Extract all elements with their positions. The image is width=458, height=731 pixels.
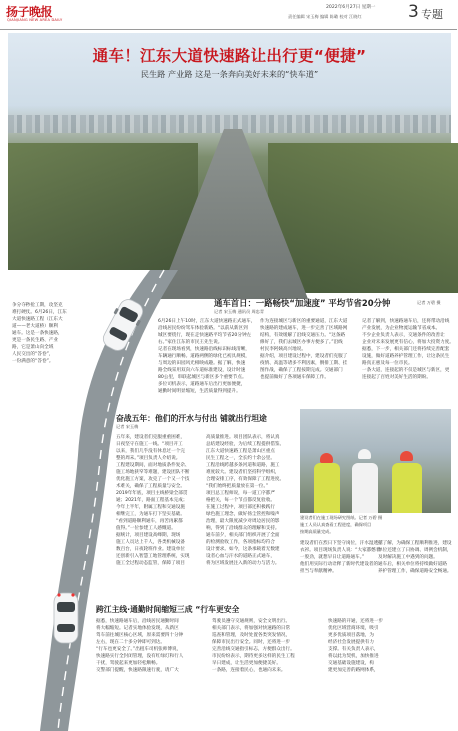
white-helmet-icon bbox=[358, 449, 371, 459]
text-line: 一条路，连接着民心，也通向未来。 bbox=[212, 668, 286, 673]
text-line: 快速路的开通，还将进一步 bbox=[328, 619, 384, 624]
text-line: 右。”家住江东的市民王先生说。 bbox=[158, 340, 223, 345]
text-line: 通勤时间明显缩短，生活质量得到提升。 bbox=[158, 389, 241, 394]
text-line: 疫情、高温等诸多不利因素，倒排工期、挂 bbox=[260, 361, 348, 366]
hero-title: 通车！江东大道快速路让出行更“便捷” bbox=[92, 47, 367, 65]
text-line: 多位司机表示，道路通车后出行更加便捷， bbox=[158, 382, 246, 387]
text-line: 沿线居民纷纷驾车体验新路。“以前从新区到 bbox=[158, 326, 248, 331]
text-line: 快速路实行全封闭管理，没有红绿灯和行人 bbox=[96, 654, 184, 659]
article2-column-1 bbox=[116, 434, 202, 584]
text-line: 2019年年底，项目主线桥梁全部贯 bbox=[116, 491, 188, 496]
text-line: 施工人员认真查看工程进度，确保项目 bbox=[300, 522, 372, 527]
text-line: 整的周末。”项目负责人介绍说。 bbox=[116, 456, 181, 461]
text-line: 数百台，日夜轮班作业。建设单位 bbox=[116, 547, 185, 552]
text-line: 通车后，相关单位将持续做好道路 bbox=[378, 562, 447, 567]
section-name: 专题 bbox=[421, 8, 443, 21]
text-line: 日夜坚守在施工一线。“项目开工 bbox=[116, 442, 183, 447]
issue-date: 2022年6月27日 星期一 bbox=[326, 5, 376, 10]
article1-column-3 bbox=[362, 318, 452, 398]
text-line: 不少企业负责人表示，交通条件的改善让 bbox=[362, 333, 445, 338]
text-line: “看到道路顺利通车，再苦再累都 bbox=[116, 519, 183, 524]
text-line: 通车前夕，相关部门组织开展了全面 bbox=[206, 533, 280, 538]
text-line: 路真正惠及每一位市民。 bbox=[362, 361, 413, 366]
text-line: 据介绍，项目建设过程中，建设者们克服了 bbox=[260, 354, 348, 359]
text-line: 修好了，我们去城区办事方便多了。”沿线 bbox=[260, 340, 343, 345]
text-line: 与周边的田园风光相映成趣。据了解，快速 bbox=[158, 361, 246, 366]
text-line: 难度较大。建设者们坚持科学组织， bbox=[206, 470, 280, 475]
text-line: 建设者们在烈日下坚守岗位，汗水湿透了 bbox=[300, 541, 383, 546]
text-line: 还创新引入智慧工地管理系统，实现 bbox=[116, 554, 190, 559]
text-line: 大道快速路工程（江东大 bbox=[12, 317, 63, 322]
text-line: 的检测验收工作，各项指标均符合 bbox=[206, 540, 275, 545]
text-line: 相继完工，为通车打下坚实基础。 bbox=[116, 512, 185, 517]
text-line: 一股劲，就想早日让道路通车。” bbox=[300, 555, 365, 560]
article2-headline: 奋战五年：他们的汗水与付出 铺就出行坦途 bbox=[116, 414, 267, 423]
text-line: 按期高质量完成。 bbox=[300, 529, 334, 534]
text-line: 干扰，驾驶起来更加轻松顺畅。 bbox=[96, 661, 161, 666]
text-line: 施工场地狭窄等难题，建设团队不断 bbox=[116, 470, 190, 475]
article2-column-3 bbox=[300, 540, 383, 584]
text-line: 优化区域营商环境，吸引 bbox=[328, 626, 379, 631]
text-line: 早日建成，让生活更加便捷美好。 bbox=[212, 661, 281, 666]
text-line: 单位还建立了日协调、周例会机制， bbox=[378, 548, 452, 553]
text-line: 在施工过程中，项目部还积极践行 bbox=[206, 505, 275, 510]
text-line: 产业发展，为企业物流运输节省成本。 bbox=[362, 326, 441, 331]
text-line: 将以此为契机，加快推进 bbox=[328, 654, 379, 659]
text-line: 施工全过程动态监管，保障了项目 bbox=[116, 561, 185, 566]
article3-column-2 bbox=[212, 618, 324, 676]
car-illustration-bottom bbox=[48, 590, 84, 646]
text-line: 以来，我们几乎没有休息过一个完 bbox=[116, 449, 185, 454]
text-line: 建更加完善的路网体系， bbox=[328, 668, 379, 673]
text-line: 80公里，串联起城区与新区多个重要节点。 bbox=[158, 375, 247, 380]
construction-workers-photo bbox=[300, 409, 451, 513]
intro-text bbox=[12, 302, 86, 368]
text-line: 工程建设期间，面对地质条件复杂、 bbox=[116, 463, 190, 468]
article1-byline: 记者 宋玉梅 通讯员 周忠青 bbox=[214, 309, 265, 314]
article1-column-1 bbox=[158, 318, 256, 398]
article3-column-3 bbox=[328, 618, 451, 676]
text-line: 绿色施工理念，做好扬尘管控和噪声 bbox=[206, 512, 280, 517]
text-line: 驾驶员遵守交通规则，安全文明出行。 bbox=[212, 619, 291, 624]
red-helmet-icon bbox=[400, 451, 413, 461]
text-line: “我们始终把质量放在第一位。” bbox=[206, 484, 269, 489]
text-line: 作为连接城区与新区的重要通道，江东大道 bbox=[260, 319, 348, 324]
text-line: 今年上半年，附属工程和交通设施 bbox=[116, 505, 185, 510]
text-line: 路全线采用双向六车道标准建设，设计时速 bbox=[158, 368, 246, 373]
car-illustration-top bbox=[100, 295, 146, 355]
text-line: 优化施工方案，攻克了一个又一个技 bbox=[116, 477, 190, 482]
text-line: 据悉，快速路通车后，沿线居民通勤时间 bbox=[96, 619, 179, 624]
text-line: 建设者们在施工现场研究图纸。记者 万碧 摄 bbox=[300, 515, 383, 520]
text-line: 难打硬仗。6月26日，江东 bbox=[12, 310, 67, 315]
text-line: 人民交出的“答卷”， bbox=[12, 352, 54, 357]
photo-credit: 记者 万碧 摄 bbox=[417, 300, 441, 305]
text-line: 总结建设经验，为后续工程提供借鉴。 bbox=[206, 442, 285, 447]
text-line: 驾车前往城区核心区域，原来需要四十分钟 bbox=[96, 633, 184, 638]
text-line: 施工人员达上千人，各类机械设备 bbox=[116, 540, 185, 545]
text-line: 响，得到了沿线群众的理解和支持。 bbox=[206, 526, 280, 531]
text-line: 通；2021年，路面工程基本完成； bbox=[116, 498, 188, 503]
text-line: 江东大道快速路工程是萧山区重点 bbox=[206, 449, 275, 454]
text-line: 道——老大道桥）顺利 bbox=[12, 324, 58, 329]
text-line: 担当与奉献精神。 bbox=[300, 569, 337, 574]
text-line: 相关部门表示，将加强对快速路的日常 bbox=[212, 626, 291, 631]
text-line: 设计要求。如今，这条承载着无数建 bbox=[206, 547, 280, 552]
worker-2 bbox=[352, 463, 378, 513]
text-line: 车辆通行顺畅。道路两侧的绿化已初具规模， bbox=[158, 354, 250, 359]
text-line: 通车。这是一条快速路， bbox=[12, 331, 63, 336]
text-line: 治理，最大限度减少对周边居民的影 bbox=[206, 519, 280, 524]
text-line: 交警部门提醒，快速路限速行驶，请广大 bbox=[96, 668, 179, 673]
text-line: 完善沿线交通指引标志，方便群众出行。 bbox=[212, 647, 295, 652]
text-line: 合理安排工序，有效保障了工程进度。 bbox=[206, 477, 285, 482]
text-line: 企业对未来发展更有信心，将加大投资力度。 bbox=[362, 340, 454, 345]
text-line: 城区要绕行，现在走快速路平均节省20分钟左 bbox=[158, 333, 252, 338]
text-line: 巡查和管理，及时处置各类突发情况， bbox=[212, 633, 291, 638]
text-line: 记者在现场看到，快速路沿线标识标线清晰， bbox=[158, 347, 250, 352]
text-line: 据统计，项目建设高峰期，现场 bbox=[116, 533, 181, 538]
text-line: 据了解，为确保工程顺利推进，建设 bbox=[378, 541, 452, 546]
text-line: 结构，有效缓解了沿线交通压力。“这条路 bbox=[260, 333, 346, 338]
text-line: 更是一条民生路、产业 bbox=[12, 338, 58, 343]
article2-column-2 bbox=[206, 434, 294, 584]
article3-headline: 跨江主线·通勤时间缩短三成 “行车更安全 bbox=[96, 605, 240, 614]
text-line: 争分夺秒抢工期，攻坚克 bbox=[12, 303, 63, 308]
text-line: 路，它是萧山向全域 bbox=[12, 345, 54, 350]
worker-1 bbox=[314, 463, 340, 513]
text-line: 一份满意的“答卷”。 bbox=[12, 359, 54, 364]
text-line: 将为区域发展注入新的动力与活力。 bbox=[206, 561, 280, 566]
newspaper-logo: 扬子晚报 bbox=[6, 5, 53, 19]
text-line: 快速路的建成通车，进一步完善了区域路网 bbox=[260, 326, 348, 331]
newspaper-logo-subtitle: QIANJIANG NEW AREA DAILY bbox=[7, 18, 63, 22]
text-line: 衣衫。项目现场负责人说：“大家都憋着 bbox=[300, 548, 381, 553]
text-line: 项目总工程师说，每一道工序都严 bbox=[206, 491, 275, 496]
article3-column-1 bbox=[96, 618, 208, 676]
text-line: 设者心血与汗水的道路正式通车， bbox=[206, 554, 275, 559]
text-line: 记者了解到，快速路通车后，还将带动沿线 bbox=[362, 319, 450, 324]
text-line: 保障市民出行安全。同时，还将进一步 bbox=[212, 640, 291, 645]
hero-subtitle: 民生路 产业路 这是一条奔向美好未来的“快车道” bbox=[140, 69, 319, 79]
text-line: 市民纷纷表示，期待更多这样的民生工程 bbox=[212, 654, 295, 659]
text-line: 值得。”一位参建工人感慨道。 bbox=[116, 526, 176, 531]
text-line: “行车也更安全了。”出租车司机张师傅说， bbox=[96, 647, 182, 652]
masthead bbox=[0, 0, 457, 30]
text-line: 术难关，确保了工程质量与安全。 bbox=[116, 484, 185, 489]
text-line: 据悉，下一步，相关部门还将持续完善配套 bbox=[362, 347, 450, 352]
red-helmet-icon bbox=[320, 453, 333, 463]
text-line: 及时解决施工中遇到的问题。 bbox=[378, 555, 438, 560]
article1-headline: 通车首日：一路畅快“加速度” 平均节省20分钟 bbox=[214, 298, 391, 308]
text-line: 6月26日上午10时，江东大道快速路正式通车， bbox=[158, 319, 256, 324]
photo-caption bbox=[300, 515, 451, 537]
text-line: 五年来，建设者们克服重重困难， bbox=[116, 435, 185, 440]
editor-credits: 责任编辑 宋玉梅 编辑 陈璐 校对 江晓红 bbox=[288, 14, 362, 19]
text-line: 设施，做好道路养护管理工作，让这条民生 bbox=[362, 354, 450, 359]
text-line: 养护管理工作，确保道路安全畅通。 bbox=[378, 569, 452, 574]
text-line: 交通基础设施建设，构 bbox=[328, 661, 374, 666]
text-line: 左右，现在二十多分钟即可到达。 bbox=[96, 640, 165, 645]
text-line: 更多优质项目落地，为 bbox=[328, 633, 374, 638]
article2-column-4 bbox=[378, 540, 451, 584]
text-line: 他们用实际行动诠释了新时代建设者的 bbox=[300, 562, 379, 567]
text-line: 将大幅缩短。记者实地体验发现，从新区 bbox=[96, 626, 179, 631]
text-line: 高质量推进。项目团队表示，将认真 bbox=[206, 435, 280, 440]
worker-3 bbox=[392, 463, 422, 513]
text-line: 格把关，每一个节点都反复验收。 bbox=[206, 498, 275, 503]
text-line: 图作战，确保了工程按期完成。交通部门 bbox=[260, 368, 343, 373]
text-line: 连接起了百姓对美好生活的期盼。 bbox=[362, 375, 431, 380]
text-line: 一条大道，连接起的不仅是城区与新区，更 bbox=[362, 368, 450, 373]
text-line: 经济社会发展提供有力 bbox=[328, 640, 374, 645]
text-line: 民生工程之一，全长约十余公里。 bbox=[206, 456, 275, 461]
text-line: 工程沿线跨越多条河道和道路，施工 bbox=[206, 463, 280, 468]
text-line: 村民李阿姨高兴地说。 bbox=[260, 347, 306, 352]
article1-column-2 bbox=[260, 318, 358, 398]
text-line: 支撑。有关负责人表示， bbox=[328, 647, 379, 652]
text-line: 也提前做好了各项通车保障工作。 bbox=[260, 375, 329, 380]
article2-byline: 记者 宋玉梅 bbox=[116, 424, 139, 429]
page-number: 3 bbox=[408, 2, 419, 22]
